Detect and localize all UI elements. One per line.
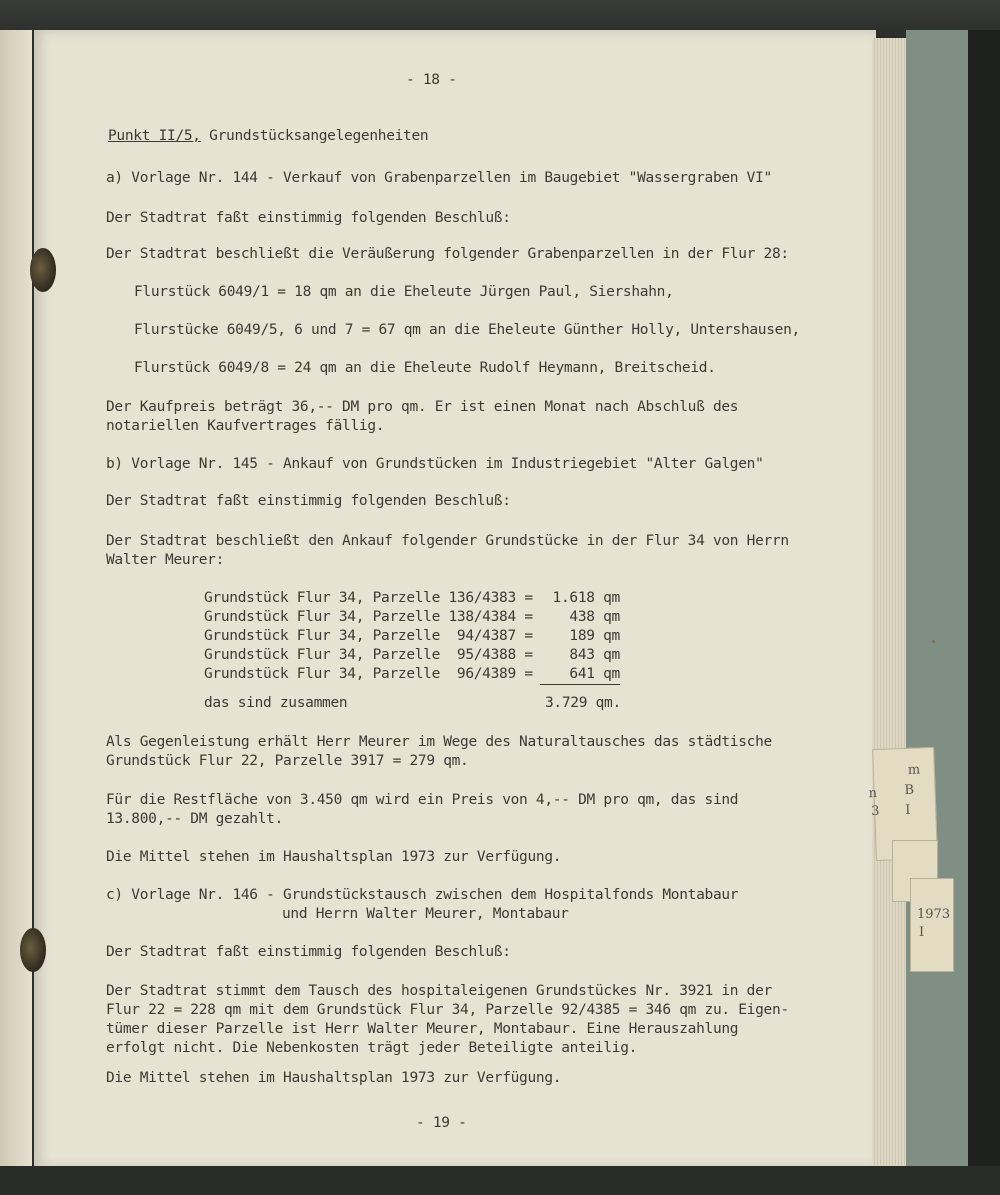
item-c-heading: c) Vorlage Nr. 146 - Grundstückstausch zwischen dem Hospitalfonds Montabaur (106, 887, 739, 903)
parcel-table-label: Grundstück Flur 34, Parzelle 138/4384 = (204, 609, 533, 625)
exchange-body: tümer dieser Parzelle ist Herr Walter Meurer, Montabaur. Eine Herauszahlung (106, 1021, 739, 1037)
section-title-label: Punkt II/5, (108, 128, 201, 144)
parcel-line: Flurstücke 6049/5, 6 und 7 = 67 qm an die Eheleute Günther Holly, Untershausen, (134, 322, 800, 338)
price-text: notariellen Kaufvertrages fällig. (106, 418, 385, 434)
exchange-body: erfolgt nicht. Die Nebenkosten trägt jeder Beteiligte anteilig. (106, 1040, 638, 1056)
parcel-table-label: Grundstück Flur 34, Parzelle 95/4388 = (204, 647, 533, 663)
decision-text: Der Stadtrat beschließt die Veräußerung folgender Grabenparzellen in der Flur 28: (106, 246, 789, 262)
tab-text: I (919, 925, 925, 940)
exchange-text: Als Gegenleistung erhält Herr Meurer im Wege des Naturaltausches das städtische (106, 734, 772, 750)
parcel-table-label: Grundstück Flur 34, Parzelle 96/4389 = (204, 666, 533, 682)
decision-text: Der Stadtrat beschließt den Ankauf folgender Grundstücke in der Flur 34 von Herrn (106, 533, 789, 549)
item-a-heading: a) Vorlage Nr. 144 - Verkauf von Grabenparzellen im Baugebiet "Wassergraben VI" (106, 170, 772, 186)
total-value: 3.729 qm. (545, 695, 621, 711)
exchange-body: Der Stadtrat stimmt dem Tausch des hospitaleigenen Grundstückes Nr. 3921 in der (106, 983, 772, 999)
parcel-table-area: 843 qm (569, 647, 620, 663)
parcel-line: Flurstück 6049/8 = 24 qm an die Eheleute Rudolf Heymann, Breitscheid. (134, 360, 716, 376)
item-c-heading: und Herrn Walter Meurer, Montabaur (282, 906, 569, 922)
parcel-table-label: Grundstück Flur 34, Parzelle 136/4383 = (204, 590, 533, 606)
resolution-intro: Der Stadtrat faßt einstimmig folgenden Beschluß: (106, 944, 511, 960)
sum-rule (540, 684, 620, 685)
item-b-heading: b) Vorlage Nr. 145 - Ankauf von Grundstücken im Industriegebiet "Alter Galgen" (106, 456, 764, 472)
price-text: Der Kaufpreis beträgt 36,-- DM pro qm. Er ist einen Monat nach Abschluß des (106, 399, 739, 415)
parcel-table-label: Grundstück Flur 34, Parzelle 94/4387 = (204, 628, 533, 644)
tab-text: I (904, 802, 911, 818)
tab-text: B (904, 782, 915, 799)
section-title-text: Grundstücksangelegenheiten (200, 128, 429, 144)
exchange-text: Grundstück Flur 22, Parzelle 3917 = 279 qm. (106, 753, 469, 769)
decision-text: Walter Meurer: (106, 552, 225, 568)
parcel-table-area: 438 qm (569, 609, 620, 625)
section-title (108, 128, 428, 144)
page-number-bottom: - 19 - (416, 1115, 467, 1131)
parcel-table-area: 189 qm (569, 628, 620, 644)
tab-text: 3 (870, 803, 880, 820)
total-label: das sind zusammen (204, 695, 348, 711)
resolution-intro: Der Stadtrat faßt einstimmig folgenden Beschluß: (106, 493, 511, 509)
page-number-top: - 18 - (406, 72, 457, 88)
tab-text: m (907, 762, 921, 778)
parcel-line: Flurstück 6049/1 = 18 qm an die Eheleute Jürgen Paul, Siershahn, (134, 284, 674, 300)
funds-text: Die Mittel stehen im Haushaltsplan 1973 zur Verfügung. (106, 849, 562, 865)
parcel-table-area: 1.618 qm (552, 590, 620, 606)
tab-text: n (868, 785, 878, 802)
remainder-text: 13.800,-- DM gezahlt. (106, 811, 284, 827)
tab-text: 1973 (917, 907, 951, 922)
funds-text: Die Mittel stehen im Haushaltsplan 1973 zur Verfügung. (106, 1070, 562, 1086)
parcel-table-area: 641 qm (569, 666, 620, 682)
resolution-intro: Der Stadtrat faßt einstimmig folgenden Beschluß: (106, 210, 511, 226)
remainder-text: Für die Restfläche von 3.450 qm wird ein Preis von 4,-- DM pro qm, das sind (106, 792, 739, 808)
exchange-body: Flur 22 = 228 qm mit dem Grundstück Flur 34, Parzelle 92/4385 = 346 qm zu. Eigen- (106, 1002, 789, 1018)
